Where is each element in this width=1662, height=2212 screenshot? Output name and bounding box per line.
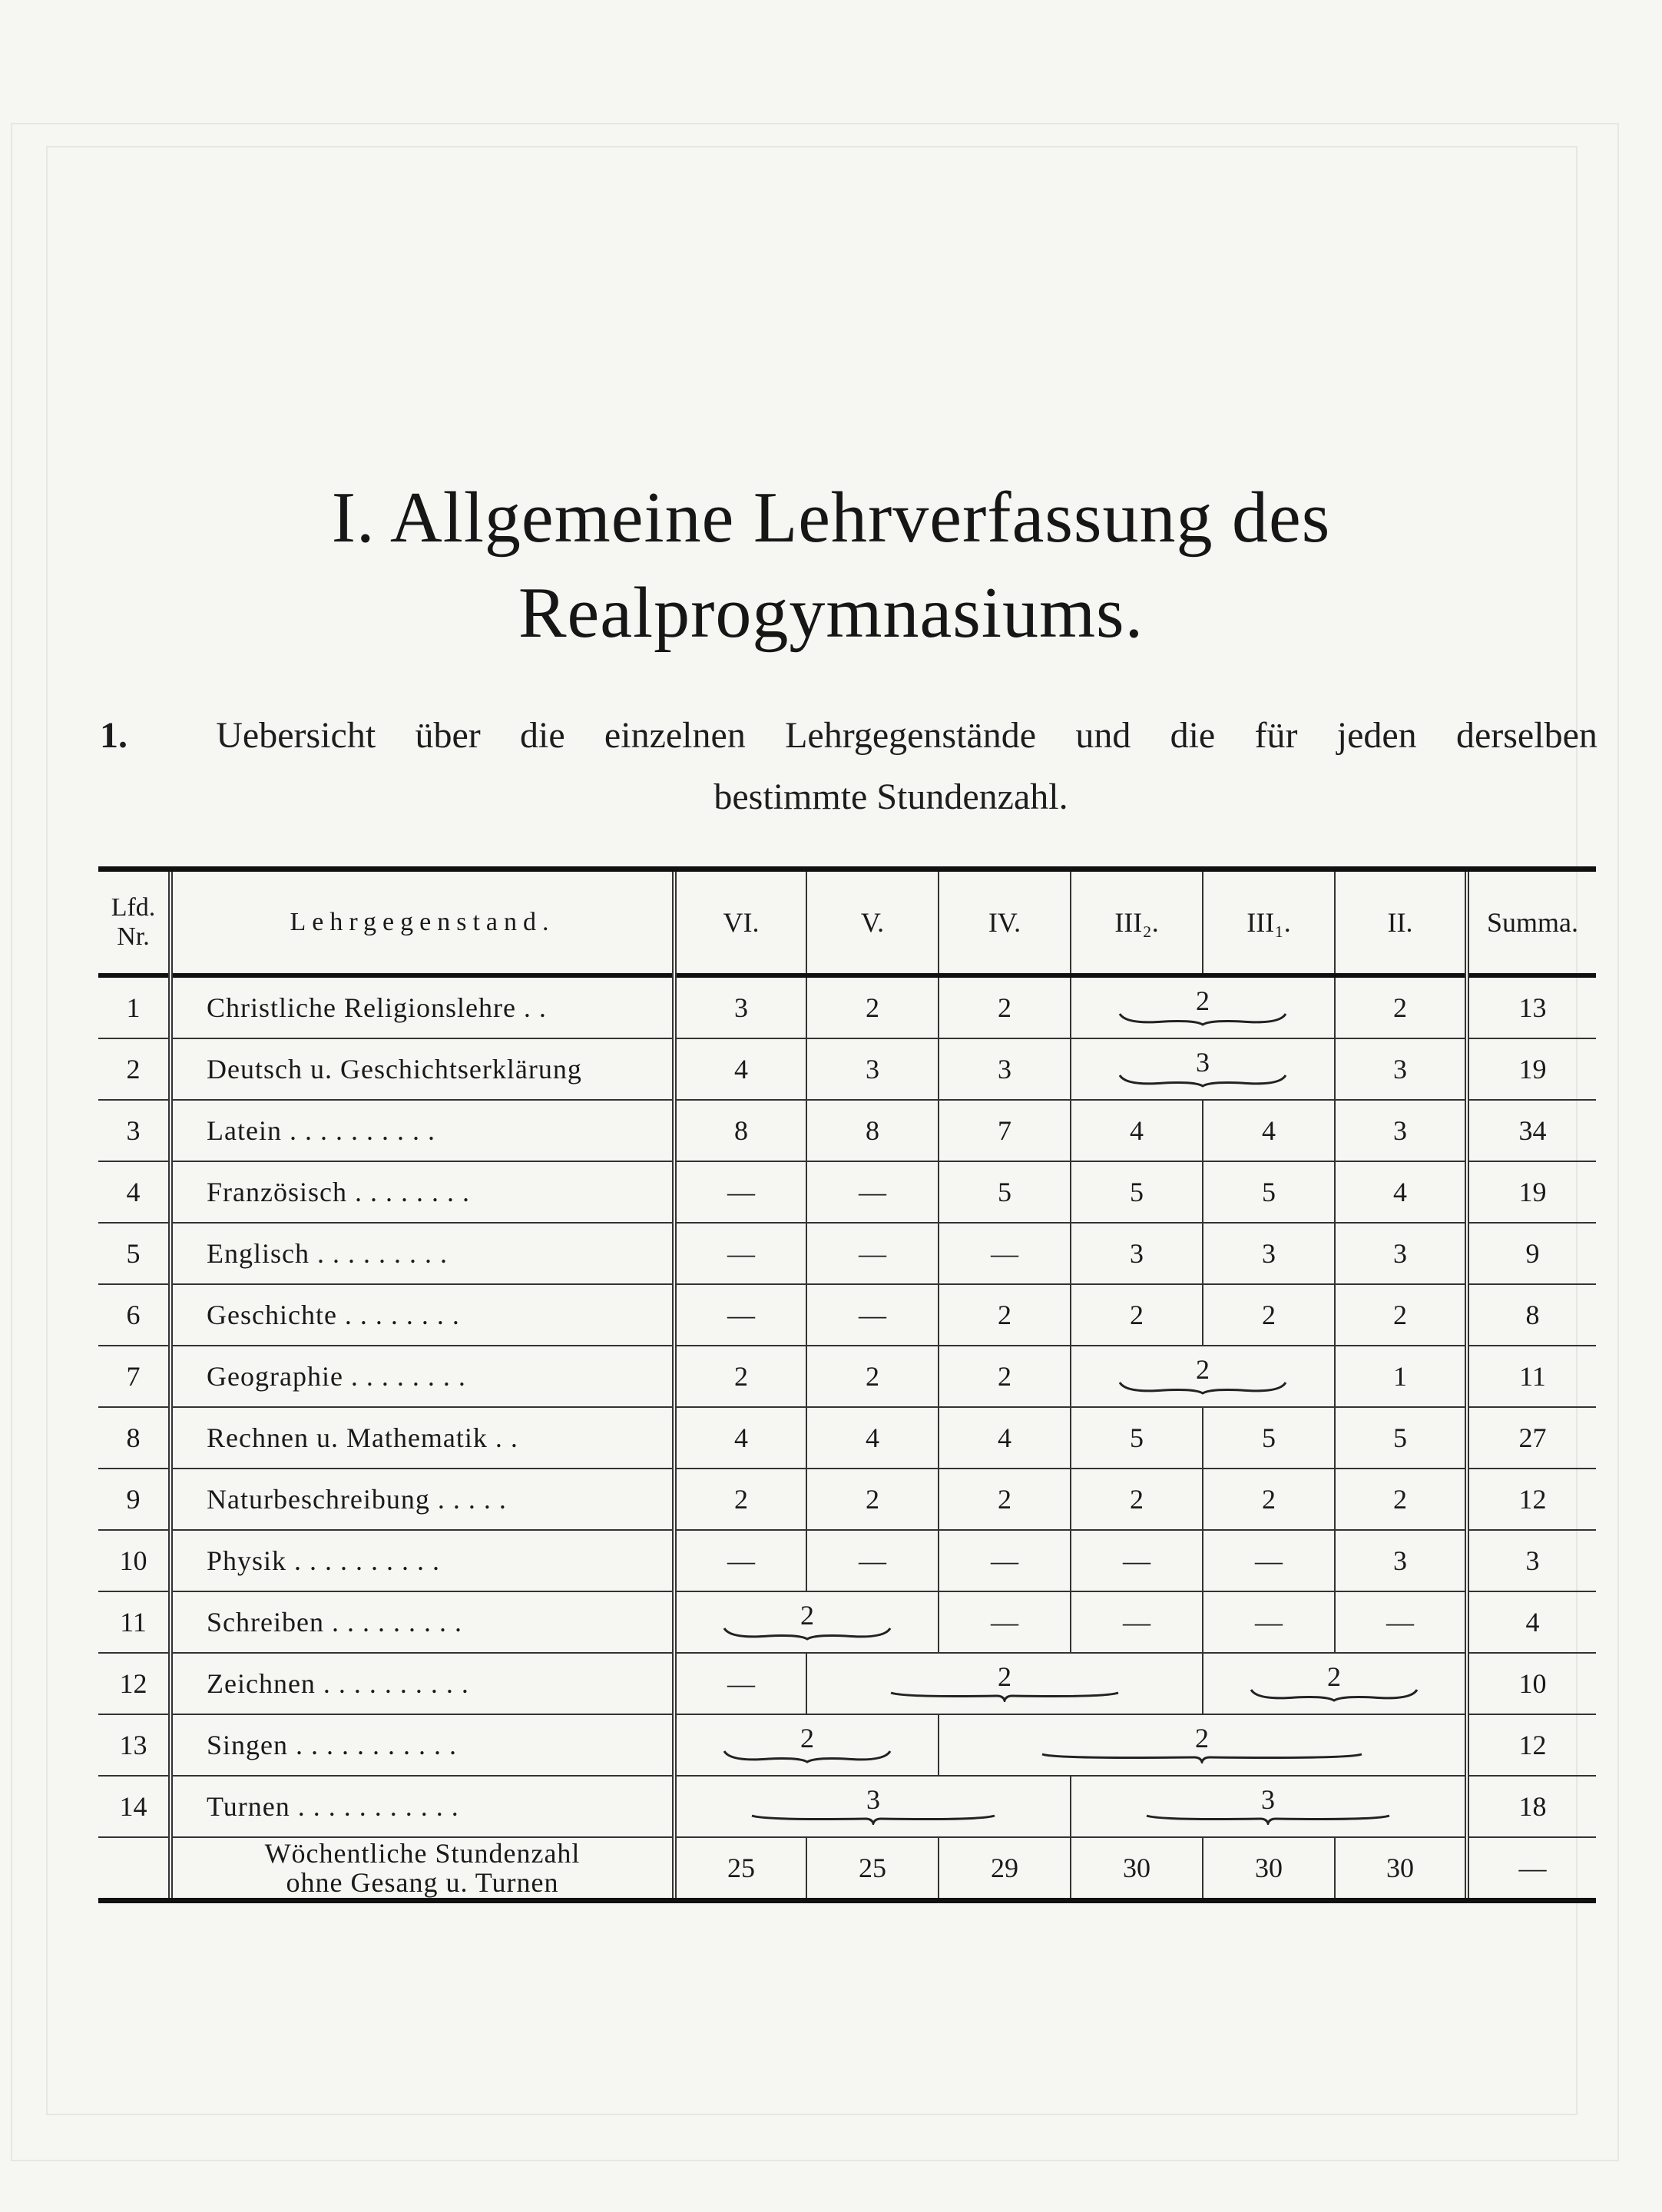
table-row (98, 1284, 1596, 1346)
hours-iv: — (939, 1223, 1071, 1284)
header-class-vi: VI. (674, 869, 806, 976)
hours-iii1: 2 (1203, 1284, 1335, 1346)
hours-vi: 4 (674, 1407, 806, 1469)
heading-word: und (1075, 715, 1131, 756)
row-total: 27 (1467, 1407, 1596, 1469)
subject-name: Deutsch u. Geschichtserklärung (171, 1038, 674, 1100)
table-row (98, 1653, 1596, 1714)
hours-vi: — (674, 1161, 806, 1223)
hours-ii: 2 (1335, 975, 1467, 1038)
hours-vi: 4 (674, 1038, 806, 1100)
row-total: 18 (1467, 1776, 1596, 1837)
subject-name: Schreiben . . . . . . . . . (171, 1591, 674, 1653)
hours-v: — (806, 1530, 939, 1591)
row-number: 1 (98, 975, 171, 1038)
footer-empty-cell (98, 1837, 171, 1901)
section-heading-line-1 (100, 705, 1597, 767)
page-title (0, 470, 1662, 661)
hours-iii1: 5 (1203, 1161, 1335, 1223)
table-row (98, 1223, 1596, 1284)
hours-iii-combined: 2 (1071, 975, 1335, 1038)
subject-name: Englisch . . . . . . . . . (171, 1223, 674, 1284)
hours-vi: 2 (674, 1469, 806, 1530)
hours-iii-combined: 2 (1071, 1346, 1335, 1407)
weekly-total-ii: 30 (1335, 1837, 1467, 1901)
hours-iv: 2 (939, 1284, 1071, 1346)
hours-vi: 8 (674, 1100, 806, 1161)
header-nr: Lfd. Nr. (98, 869, 171, 976)
weekly-total-sum: — (1467, 1837, 1596, 1901)
section-number: 1. (100, 715, 127, 756)
curriculum-table (98, 866, 1596, 1903)
header-subject: Lehrgegenstand. (171, 869, 674, 976)
header-class-iii1: III₁. (1203, 869, 1335, 976)
subject-name: Latein . . . . . . . . . . (171, 1100, 674, 1161)
hours-vi-v-combined: 2 (674, 1591, 939, 1653)
hours-v: — (806, 1161, 939, 1223)
header-class-ii: II. (1335, 869, 1467, 976)
weekly-total-iv: 29 (939, 1837, 1071, 1901)
hours-iii1-ii-combined: 2 (1203, 1653, 1467, 1714)
heading-word: Lehrgegenstände (785, 715, 1037, 756)
row-number: 12 (98, 1653, 171, 1714)
hours-iii1: — (1203, 1530, 1335, 1591)
header-class-v: V. (806, 869, 939, 976)
hours-vi: 2 (674, 1346, 806, 1407)
row-number: 4 (98, 1161, 171, 1223)
hours-iv-ii-combined: 2 (939, 1714, 1467, 1776)
section-heading-line-2: bestimmte Stundenzahl. (713, 777, 1068, 817)
row-total: 12 (1467, 1714, 1596, 1776)
heading-word: derselben (1455, 715, 1597, 756)
hours-iii2: — (1071, 1591, 1203, 1653)
table-row (98, 1100, 1596, 1161)
heading-word: jeden (1336, 715, 1417, 756)
hours-ii: 2 (1335, 1284, 1467, 1346)
heading-word: für (1254, 715, 1298, 756)
table-row (98, 1161, 1596, 1223)
table-row (98, 1038, 1596, 1100)
hours-v: 3 (806, 1038, 939, 1100)
hours-iv: 5 (939, 1161, 1071, 1223)
hours-v: 2 (806, 1469, 939, 1530)
hours-ii: 3 (1335, 1100, 1467, 1161)
hours-vi: 3 (674, 975, 806, 1038)
hours-iii1: — (1203, 1591, 1335, 1653)
header-class-iv: IV. (939, 869, 1071, 976)
hours-v: 2 (806, 975, 939, 1038)
row-number: 13 (98, 1714, 171, 1776)
hours-iii1: 4 (1203, 1100, 1335, 1161)
heading-word: Uebersicht (216, 715, 376, 756)
hours-vi: — (674, 1653, 806, 1714)
row-number: 8 (98, 1407, 171, 1469)
row-total: 13 (1467, 975, 1596, 1038)
row-total: 10 (1467, 1653, 1596, 1714)
hours-ii: 1 (1335, 1346, 1467, 1407)
subject-name: Naturbeschreibung . . . . . (171, 1469, 674, 1530)
hours-v: — (806, 1223, 939, 1284)
hours-iii2: 5 (1071, 1407, 1203, 1469)
table-row (98, 1776, 1596, 1837)
hours-vi: — (674, 1284, 806, 1346)
hours-iv: 2 (939, 1469, 1071, 1530)
weekly-total-v: 25 (806, 1837, 939, 1901)
table-row (98, 975, 1596, 1038)
table-row (98, 1714, 1596, 1776)
row-number: 10 (98, 1530, 171, 1591)
subject-name: Rechnen u. Mathematik . . (171, 1407, 674, 1469)
subject-name: Turnen . . . . . . . . . . . (171, 1776, 674, 1837)
hours-iii2: 2 (1071, 1469, 1203, 1530)
heading-word: die (520, 715, 565, 756)
hours-iii2: 4 (1071, 1100, 1203, 1161)
row-number: 7 (98, 1346, 171, 1407)
hours-iv: 7 (939, 1100, 1071, 1161)
header-row (98, 869, 1596, 976)
hours-iv: 4 (939, 1407, 1071, 1469)
section-heading (100, 705, 1597, 828)
hours-vi-iv-combined: 3 (674, 1776, 1071, 1837)
hours-v: — (806, 1284, 939, 1346)
row-total: 19 (1467, 1038, 1596, 1100)
hours-ii: — (1335, 1591, 1467, 1653)
subject-name: Zeichnen . . . . . . . . . . (171, 1653, 674, 1714)
heading-word: die (1170, 715, 1216, 756)
subject-name: Christliche Religionslehre . . (171, 975, 674, 1038)
row-total: 9 (1467, 1223, 1596, 1284)
title-line-2: Realprogymnasiums. (518, 573, 1144, 653)
header-class-iii2: III₂. (1071, 869, 1203, 976)
row-total: 4 (1467, 1591, 1596, 1653)
table-row (98, 1346, 1596, 1407)
row-number: 2 (98, 1038, 171, 1100)
weekly-total-vi: 25 (674, 1837, 806, 1901)
hours-v: 8 (806, 1100, 939, 1161)
hours-iii2: — (1071, 1530, 1203, 1591)
hours-ii: 3 (1335, 1223, 1467, 1284)
hours-ii: 4 (1335, 1161, 1467, 1223)
hours-vi-v-combined: 2 (674, 1714, 939, 1776)
hours-iv: 3 (939, 1038, 1071, 1100)
hours-iii2: 2 (1071, 1284, 1203, 1346)
hours-v: 2 (806, 1346, 939, 1407)
row-number: 6 (98, 1284, 171, 1346)
hours-ii: 3 (1335, 1530, 1467, 1591)
hours-iii1: 2 (1203, 1469, 1335, 1530)
title-line-1: I. Allgemeine Lehrverfassung des (331, 478, 1331, 558)
hours-ii: 5 (1335, 1407, 1467, 1469)
hours-iii1: 3 (1203, 1223, 1335, 1284)
weekly-total-iii1: 30 (1203, 1837, 1335, 1901)
hours-ii: 3 (1335, 1038, 1467, 1100)
subject-name: Französisch . . . . . . . . (171, 1161, 674, 1223)
row-total: 12 (1467, 1469, 1596, 1530)
hours-iv: 2 (939, 1346, 1071, 1407)
row-number: 9 (98, 1469, 171, 1530)
hours-v: 4 (806, 1407, 939, 1469)
subject-name: Geographie . . . . . . . . (171, 1346, 674, 1407)
row-number: 5 (98, 1223, 171, 1284)
row-total: 8 (1467, 1284, 1596, 1346)
table-row (98, 1530, 1596, 1591)
heading-word: über (415, 715, 481, 756)
row-total: 19 (1467, 1161, 1596, 1223)
hours-iii2: 3 (1071, 1223, 1203, 1284)
footer-label: Wöchentliche Stundenzahl ohne Gesang u. Turnen (171, 1837, 674, 1901)
row-number: 14 (98, 1776, 171, 1837)
row-total: 3 (1467, 1530, 1596, 1591)
row-number: 3 (98, 1100, 171, 1161)
hours-iii1: 5 (1203, 1407, 1335, 1469)
table-row (98, 1407, 1596, 1469)
header-total: Summa. (1467, 869, 1596, 976)
weekly-total-iii2: 30 (1071, 1837, 1203, 1901)
subject-name: Geschichte . . . . . . . . (171, 1284, 674, 1346)
hours-v-iii2-combined: 2 (806, 1653, 1203, 1714)
footer-row (98, 1837, 1596, 1901)
row-number: 11 (98, 1591, 171, 1653)
hours-iii2: 5 (1071, 1161, 1203, 1223)
hours-iii2-ii-combined: 3 (1071, 1776, 1467, 1837)
row-total: 11 (1467, 1346, 1596, 1407)
table-row (98, 1469, 1596, 1530)
table-row (98, 1591, 1596, 1653)
subject-name: Singen . . . . . . . . . . . (171, 1714, 674, 1776)
hours-iv: 2 (939, 975, 1071, 1038)
hours-iv: — (939, 1591, 1071, 1653)
row-total: 34 (1467, 1100, 1596, 1161)
hours-iv: — (939, 1530, 1071, 1591)
hours-iii-combined: 3 (1071, 1038, 1335, 1100)
heading-word: einzelnen (604, 715, 746, 756)
hours-ii: 2 (1335, 1469, 1467, 1530)
subject-name: Physik . . . . . . . . . . (171, 1530, 674, 1591)
hours-vi: — (674, 1530, 806, 1591)
hours-vi: — (674, 1223, 806, 1284)
